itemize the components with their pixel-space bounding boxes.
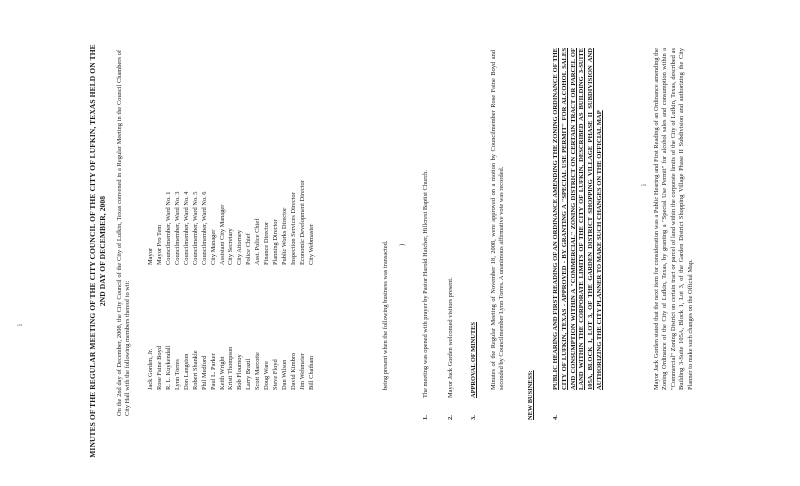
attendee-name: Bob Flournoy: [236, 354, 244, 390]
item-text: The meeting was opened with prayer by Pastor Harold Hatcher, Hillcrest Baptist Church.: [422, 170, 429, 398]
intro-paragraph: On the 2nd day of December, 2008, the City Council of the City of Lufkin, Texas convened in a Regular Meeting in the Council Chambers of City Hall with the following members thereof to wit:: [116, 50, 132, 416]
attendee-title: Police Chief: [245, 233, 253, 265]
agenda-item-3: [470, 322, 478, 420]
roster-row: [272, 50, 281, 390]
roster-row: [156, 50, 165, 390]
roster-row: [174, 50, 183, 390]
attendee-name: Kristi Thompson: [227, 346, 235, 390]
roster-row: [192, 50, 201, 390]
margin-mark: i: [16, 324, 24, 326]
roster-row: [290, 50, 299, 390]
roster-row: [210, 50, 219, 390]
margin-mark: i: [640, 184, 648, 186]
attendee-title: Councilmember, Ward No. 3: [173, 191, 181, 265]
attendee-title: Finance Director: [263, 221, 271, 265]
attendee-title: Mayor Pro Tem: [155, 224, 163, 265]
item-number: 3.: [470, 415, 477, 420]
roster-row: [299, 50, 308, 390]
attendee-title: City Webmaster: [307, 223, 315, 265]
minutes-approval-text: Minutes of the Regular Meeting of November 18, 2008, were approved on a motion by Councilmember Rose Faine Boyd and seconded by Councilmember Lynn Torres. A unanimous affirmative vote was recorded.: [490, 50, 506, 390]
minutes-title: MINUTES OF THE REGULAR MEETING OF THE CITY COUNCIL OF THE CITY OF LUFKIN, TEXAS HELD ON THE 2ND DAY OF DECEMBER, 2008: [88, 44, 107, 458]
attendee-title: Public Works Director: [281, 207, 289, 265]
attendee-name: Scott Marcotte: [254, 352, 262, 390]
item-number: 4.: [552, 415, 559, 420]
attendee-name: Doug Ware: [263, 360, 271, 390]
item-number: 2.: [447, 415, 454, 420]
attendee-title: Councilmember, Ward No. 1: [164, 191, 172, 265]
attendee-name: David Kimbro: [290, 352, 297, 390]
roster-row: [263, 50, 272, 390]
item-number: 1.: [422, 415, 429, 420]
roster-row: [219, 50, 228, 390]
attendee-name: Larry Brazil: [245, 358, 253, 390]
attendee-title: Councilmember, Ward No. 4: [182, 191, 190, 265]
attendee-title: Assistant City Manager: [218, 204, 226, 265]
attendee-name: Lynn Torres: [173, 359, 181, 390]
attendee-name: Rose Faine Boyd: [155, 345, 163, 390]
attendee-title: Inspection Services Director: [290, 192, 297, 265]
attendee-title: Planning Director: [272, 219, 280, 265]
roster-row: [245, 50, 254, 390]
attendee-name: Paul L. Parker: [209, 353, 217, 390]
attendee-name: Don Langston: [182, 353, 190, 390]
attendee-name: Jim Wehmeier: [298, 353, 306, 390]
item-4-body: Mayor Jack Gorden stated that the next item for consideration was a Public Hearing and First Reading of an Ordinance amending the Zoning Ordinance of the City of Lufkin, Texas, by granting a "Special Use Permit" for alcohol sales and consumption within a "Commercial" Zoning District on certain tract or parcel of land within the corporate limits of the City of Lufkin, Texas, described as Building 3-Suite 105A, Block 1, Lot 3, of the Garden District Shopping Village Phase II Subdivision and authorizing the City Planner to make such changes on the Official Map.: [653, 48, 694, 390]
roster-row: [227, 50, 236, 390]
attendee-title: Councilmember, Ward No. 6: [200, 191, 208, 265]
attendee-title: City Manager: [209, 229, 217, 265]
being-present-text: being present when the following business was transacted.: [382, 240, 389, 390]
attendee-name: Jack Gorden, Jr.: [147, 348, 154, 390]
approval-of-minutes-heading: APPROVAL OF MINUTES: [470, 322, 477, 398]
attendee-name: Keith Wright: [218, 356, 226, 390]
roster-row: [201, 50, 210, 390]
attendee-name: Robert Shankle: [191, 350, 199, 390]
item-text: Mayor Jack Gorden welcomed visitors present.: [447, 277, 454, 398]
attendee-name: Bill Chatham: [307, 355, 315, 390]
attendee-name: Dan Wilson: [281, 359, 289, 390]
roster-row: [183, 50, 192, 390]
roster-row: [308, 50, 317, 390]
attendee-name: R. L. Kuykendall: [164, 345, 172, 390]
attendee-title: City Attorney: [236, 230, 244, 265]
roster-row: [236, 50, 245, 390]
attendee-title: City Secretary: [227, 228, 235, 265]
attendee-title: Economic Development Director: [298, 180, 306, 265]
attendee-roster: [147, 50, 317, 390]
margin-mark: ): [398, 243, 406, 246]
roster-row: [147, 50, 156, 390]
roster-row: [281, 50, 290, 390]
attendee-title: Councilmember, Ward No. 5: [191, 191, 199, 265]
new-business-heading: NEW BUSINESS:: [527, 370, 534, 420]
attendee-title: Mayor: [147, 247, 154, 265]
attendee-name: Phil Medford: [200, 355, 208, 390]
roster-row: [254, 50, 263, 390]
ordinance-heading: PUBLIC HEARING AND FIRST READING OF AN ORDINANCE AMENDING THE ZONING ORDINANCE OF THE CITY OF LUFKIN, TEXAS - APPROVED - BY GRANTING A "SPECIAL USE PERMIT" FOR ALCOHOL SALES AND CONSUMPTION WITHIN A "COMMERCIAL" ZONING DISTRICT ON CERTAIN TRACT OR PARCEL OF LAND WITHIN THE CORPORATE LIMITS OF THE CITY OF LUFKIN, DESCRIBED AS BUILDING 3-SUITE 105A, BLOCK 1, LOT 3, OF THE GARDEN DISTRICT SHOPPING VILLAGE PHASE II SUBDIVISION AND AUTHORIZING THE CITY PLANNER TO MAKE SUCH CHANGES ON THE OFFICIAL MAP: [552, 48, 603, 390]
agenda-item-1: [422, 170, 430, 420]
roster-row: [165, 50, 174, 390]
agenda-item-2: [447, 277, 455, 420]
attendee-title: Asst. Police Chief: [254, 218, 262, 265]
attendee-name: Steve Floyd: [272, 359, 280, 390]
